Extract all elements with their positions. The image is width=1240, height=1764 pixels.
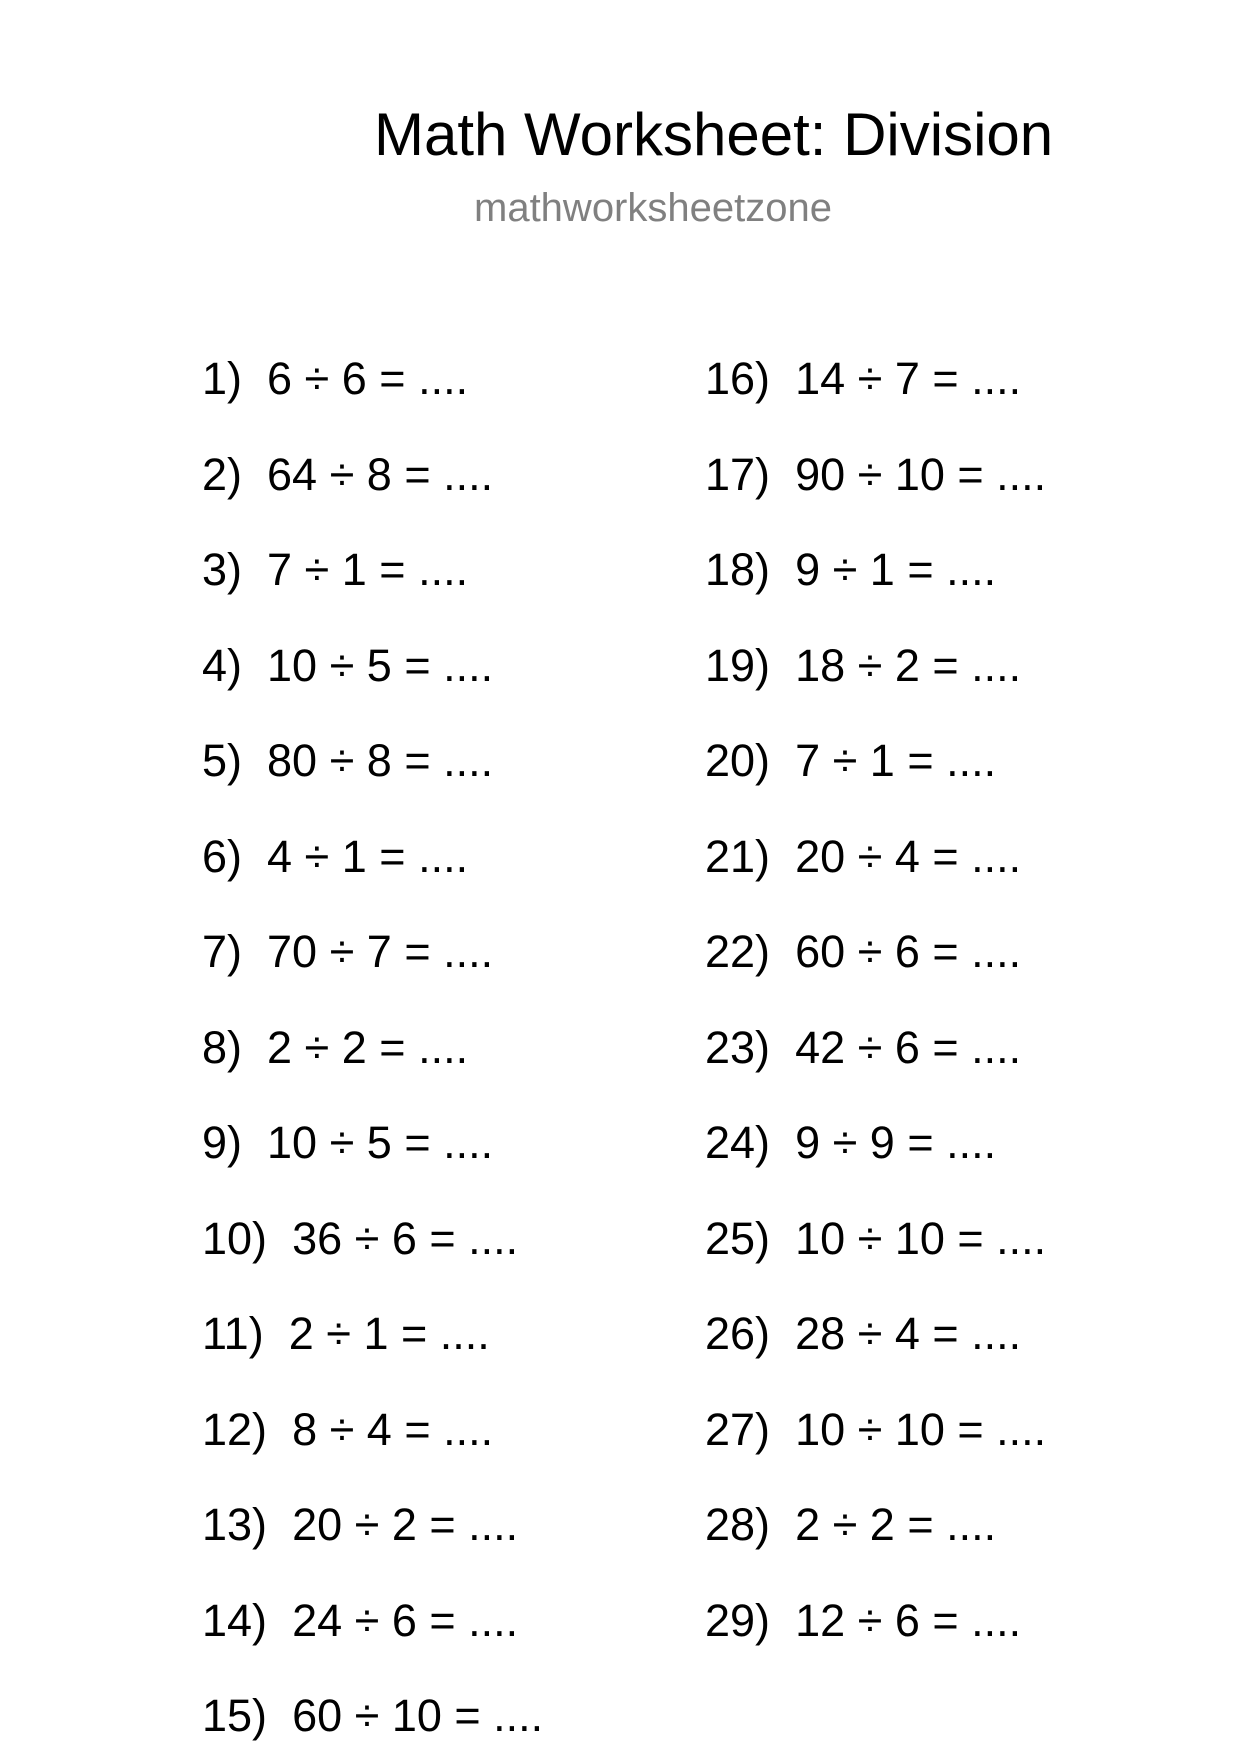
problem-number: 15): [202, 1690, 268, 1741]
problem-number: 25): [705, 1212, 771, 1264]
problem-item: [705, 1095, 1046, 1191]
problem-item: [705, 331, 1046, 427]
problem-expression: 12 ÷ 6 = ....: [795, 1594, 1022, 1646]
problem-number: 22): [705, 926, 771, 977]
problem-expression: 2 ÷ 2 = ....: [795, 1499, 997, 1550]
problem-expression: 20 ÷ 2 = ....: [292, 1499, 519, 1550]
problem-item: [202, 618, 543, 714]
problem-expression: 90 ÷ 10 = ....: [795, 448, 1047, 500]
problem-item: [705, 1000, 1046, 1096]
problem-expression: 2 ÷ 1 = ....: [288, 1308, 490, 1359]
problem-expression: 6 ÷ 6 = ....: [267, 353, 469, 404]
problem-number: 11): [202, 1308, 264, 1359]
problem-expression: 64 ÷ 8 = ....: [267, 448, 494, 500]
problem-number: 3): [202, 544, 243, 595]
problem-number: 10): [202, 1212, 268, 1264]
problem-expression: 10 ÷ 5 = ....: [267, 639, 494, 691]
problems-column-right: [705, 331, 1046, 1668]
problem-number: 27): [705, 1403, 771, 1455]
problem-expression: 10 ÷ 5 = ....: [267, 1117, 494, 1168]
problem-expression: 36 ÷ 6 = ....: [292, 1212, 519, 1264]
problem-number: 6): [202, 830, 243, 882]
problem-item: [202, 809, 543, 905]
problem-item: [202, 1000, 543, 1096]
problem-item: [705, 809, 1046, 905]
problem-item: [202, 1573, 543, 1669]
problem-number: 12): [202, 1403, 268, 1455]
worksheet-subtitle: mathworksheetzone: [474, 186, 832, 230]
problem-expression: 60 ÷ 10 = ....: [292, 1690, 544, 1741]
problem-number: 9): [202, 1117, 243, 1168]
problem-number: 14): [202, 1594, 268, 1646]
problem-item: [705, 522, 1046, 618]
problem-item: [705, 1573, 1046, 1669]
problem-item: [202, 1191, 543, 1287]
problem-expression: 10 ÷ 10 = ....: [795, 1212, 1047, 1264]
problem-number: 5): [202, 735, 243, 786]
problem-number: 16): [705, 353, 771, 404]
problem-number: 13): [202, 1499, 268, 1550]
problem-item: [202, 904, 543, 1000]
problem-expression: 60 ÷ 6 = ....: [795, 926, 1022, 977]
problem-item: [705, 1191, 1046, 1287]
problem-item: [202, 1095, 543, 1191]
problem-expression: 10 ÷ 10 = ....: [795, 1403, 1047, 1455]
problem-item: [202, 1286, 543, 1382]
problem-item: [202, 1382, 543, 1478]
problem-number: 20): [705, 735, 771, 786]
problem-expression: 80 ÷ 8 = ....: [267, 735, 494, 786]
problem-item: [705, 713, 1046, 809]
problem-expression: 70 ÷ 7 = ....: [267, 926, 494, 977]
problem-number: 17): [705, 448, 771, 500]
problem-number: 24): [705, 1117, 771, 1168]
problem-number: 18): [705, 544, 771, 595]
problem-number: 7): [202, 926, 243, 977]
problem-expression: 14 ÷ 7 = ....: [795, 353, 1022, 404]
problem-number: 29): [705, 1594, 771, 1646]
problem-expression: 24 ÷ 6 = ....: [292, 1594, 519, 1646]
problem-expression: 7 ÷ 1 = ....: [267, 544, 469, 595]
problem-expression: 9 ÷ 9 = ....: [795, 1117, 997, 1168]
problem-expression: 42 ÷ 6 = ....: [795, 1021, 1022, 1073]
problem-expression: 28 ÷ 4 = ....: [795, 1308, 1022, 1359]
problem-item: [202, 427, 543, 523]
problem-item: [202, 1477, 543, 1573]
problem-item: [705, 1286, 1046, 1382]
problems-column-left: [202, 331, 543, 1764]
problem-number: 26): [705, 1308, 771, 1359]
problem-number: 23): [705, 1021, 771, 1073]
problem-expression: 9 ÷ 1 = ....: [795, 544, 997, 595]
problem-number: 21): [705, 830, 771, 882]
problem-expression: 20 ÷ 4 = ....: [795, 830, 1022, 882]
problem-expression: 18 ÷ 2 = ....: [795, 639, 1022, 691]
problem-expression: 8 ÷ 4 = ....: [292, 1403, 494, 1455]
problem-item: [705, 1477, 1046, 1573]
problem-item: [202, 1668, 543, 1764]
problem-item: [202, 331, 543, 427]
problem-expression: 2 ÷ 2 = ....: [267, 1021, 469, 1073]
problem-number: 4): [202, 639, 243, 691]
problem-item: [705, 904, 1046, 1000]
worksheet-title: Math Worksheet: Division: [374, 101, 1054, 168]
problem-item: [705, 1382, 1046, 1478]
problem-expression: 4 ÷ 1 = ....: [267, 830, 469, 882]
problem-number: 1): [202, 353, 243, 404]
problem-number: 19): [705, 639, 771, 691]
problem-expression: 7 ÷ 1 = ....: [795, 735, 997, 786]
problem-item: [202, 522, 543, 618]
problem-number: 8): [202, 1021, 243, 1073]
problem-number: 28): [705, 1499, 771, 1550]
problem-item: [202, 713, 543, 809]
problem-item: [705, 427, 1046, 523]
problem-item: [705, 618, 1046, 714]
problem-number: 2): [202, 448, 243, 500]
